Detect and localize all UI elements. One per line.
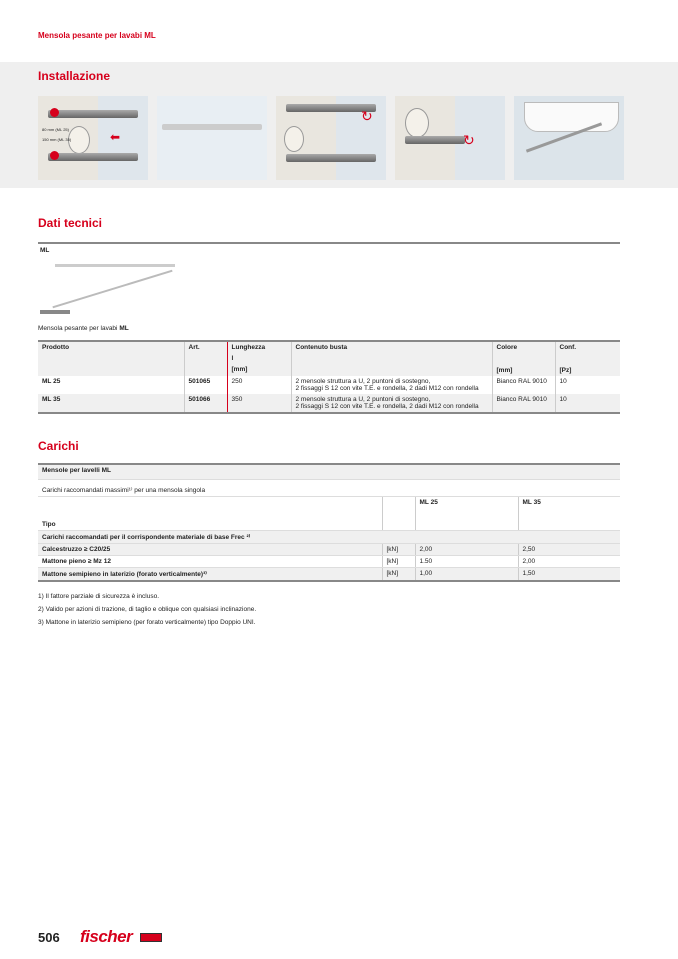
ml-label: ML xyxy=(40,247,50,254)
loads-table: Mensole per lavelli ML Carichi raccomandati massimi¹⁾ per una mensola singola Tipo ML 25 ML 35 Carichi raccomandati per il corrispondente materiale di base Frec ²⁾ Calcestruzzo ≥ C20/25 [kN] 2,00 2,50 Mattone pieno ≥ Mz 12 [kN] 1.50 2,00 Mattone semipieno in laterizio (forato verticalmente)³⁾ [kN] 1,00 1,50 xyxy=(38,463,620,582)
install-step-3-image: ↻ xyxy=(276,96,386,180)
page-number: 506 xyxy=(38,930,60,945)
footnote-2: 2) Valido per azioni di trazione, di taglio e oblique con qualsiasi inclinazione. xyxy=(38,606,257,613)
install-step-4-image: ↻ xyxy=(395,96,505,180)
install-step-5-image xyxy=(514,96,624,180)
footnote-1: 1) Il fattore parziale di sicurezza è incluso. xyxy=(38,593,160,600)
table-row: Mattone pieno ≥ Mz 12 [kN] 1.50 2,00 xyxy=(38,555,620,567)
table-row: Calcestruzzo ≥ C20/25 [kN] 2,00 2,50 xyxy=(38,543,620,555)
fischer-logo: fischer xyxy=(80,927,133,946)
carichi-heading: Carichi xyxy=(38,439,79,453)
fischer-logo-mark xyxy=(140,933,162,942)
product-caption: Mensola pesante per lavabi ML xyxy=(38,325,129,332)
bracket-product-image xyxy=(40,258,180,318)
installation-steps xyxy=(38,96,624,180)
dati-tecnici-heading: Dati tecnici xyxy=(38,216,103,230)
page-header-title: Mensola pesante per lavabi ML xyxy=(38,31,156,40)
loads-subtitle-row: Carichi raccomandati massimi¹⁾ per una mensola singola xyxy=(38,479,620,496)
footnote-3: 3) Mattone in laterizio semipieno (per forato verticalmente) tipo Doppio UNI. xyxy=(38,619,256,626)
installazione-heading: Installazione xyxy=(38,69,111,83)
product-table xyxy=(38,340,620,414)
loads-header-row: Tipo ML 25 ML 35 xyxy=(38,496,620,530)
loads-title-row: Mensole per lavelli ML xyxy=(38,464,620,479)
table-header-row: Prodotto Art. Lunghezza l [mm] Contenuto busta Colore [mm] Conf. [Pz] xyxy=(38,341,620,376)
install-step-2-image xyxy=(157,96,267,180)
table-row: Mattone semipieno in laterizio (forato verticalmente)³⁾ [kN] 1,00 1,50 xyxy=(38,567,620,581)
table-row: ML 35 501066 350 2 mensole struttura a U, 2 puntoni di sostegno, 2 fissaggi S 12 con vite T.E. e rondella, 2 dadi M12 con rondella Bianco RAL 9010 10 xyxy=(38,394,620,413)
install-step-1-image: 80 mm (ML 25) 150 mm (ML 35) ⬅ xyxy=(38,96,148,180)
table-row: ML 25 501065 250 2 mensole struttura a U, 2 puntoni di sostegno, 2 fissaggi S 12 con vite T.E. e rondella, 2 dadi M12 con rondella Bianco RAL 9010 10 xyxy=(38,376,620,394)
